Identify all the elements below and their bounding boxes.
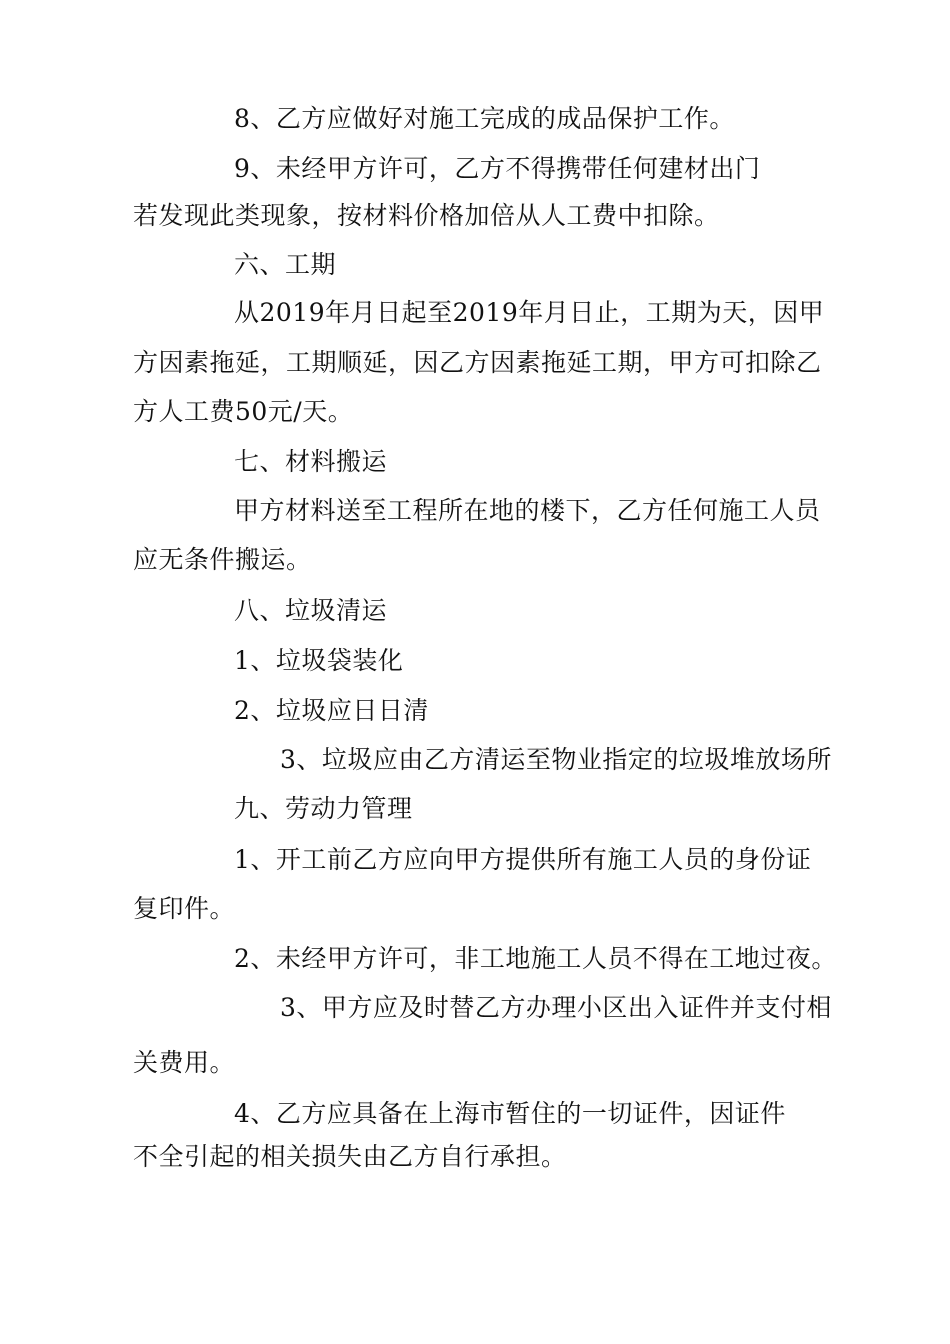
section-9-heading: 九、劳动力管理 [234, 794, 413, 823]
labor-item-3-line-2: 关费用。 [133, 1048, 236, 1077]
schedule-line-1: 从2019年月日起至2019年月日止，工期为天，因甲 [234, 298, 825, 327]
clause-9-line-1: 9、未经甲方许可，乙方不得携带任何建材出门 [234, 154, 761, 183]
clause-9-line-2: 若发现此类现象，按材料价格加倍从人工费中扣除。 [133, 201, 720, 230]
section-7-heading: 七、材料搬运 [234, 447, 388, 476]
clause-8-line: 8、乙方应做好对施工完成的成品保护工作。 [234, 104, 735, 133]
labor-item-3-line-1: 3、甲方应及时替乙方办理小区出入证件并支付相 [280, 993, 832, 1022]
labor-item-2: 2、未经甲方许可，非工地施工人员不得在工地过夜。 [234, 944, 837, 973]
garbage-item-2: 2、垃圾应日日清 [234, 696, 429, 725]
labor-item-4-line-2: 不全引起的相关损失由乙方自行承担。 [133, 1142, 567, 1171]
section-8-heading: 八、垃圾清运 [234, 596, 388, 625]
section-6-heading: 六、工期 [234, 250, 337, 279]
schedule-line-3: 方人工费50元/天。 [133, 397, 354, 426]
garbage-item-1: 1、垃圾袋装化 [234, 646, 404, 675]
transport-line-1: 甲方材料送至工程所在地的楼下，乙方任何施工人员 [234, 496, 821, 525]
labor-item-1-line-2: 复印件。 [133, 894, 236, 923]
labor-item-1-line-1: 1、开工前乙方应向甲方提供所有施工人员的身份证 [234, 845, 812, 874]
garbage-item-3: 3、垃圾应由乙方清运至物业指定的垃圾堆放场所 [280, 745, 832, 774]
schedule-line-2: 方因素拖延，工期顺延，因乙方因素拖延工期，甲方可扣除乙 [133, 348, 822, 377]
labor-item-4-line-1: 4、乙方应具备在上海市暂住的一切证件，因证件 [234, 1099, 786, 1128]
transport-line-2: 应无条件搬运。 [133, 545, 312, 574]
